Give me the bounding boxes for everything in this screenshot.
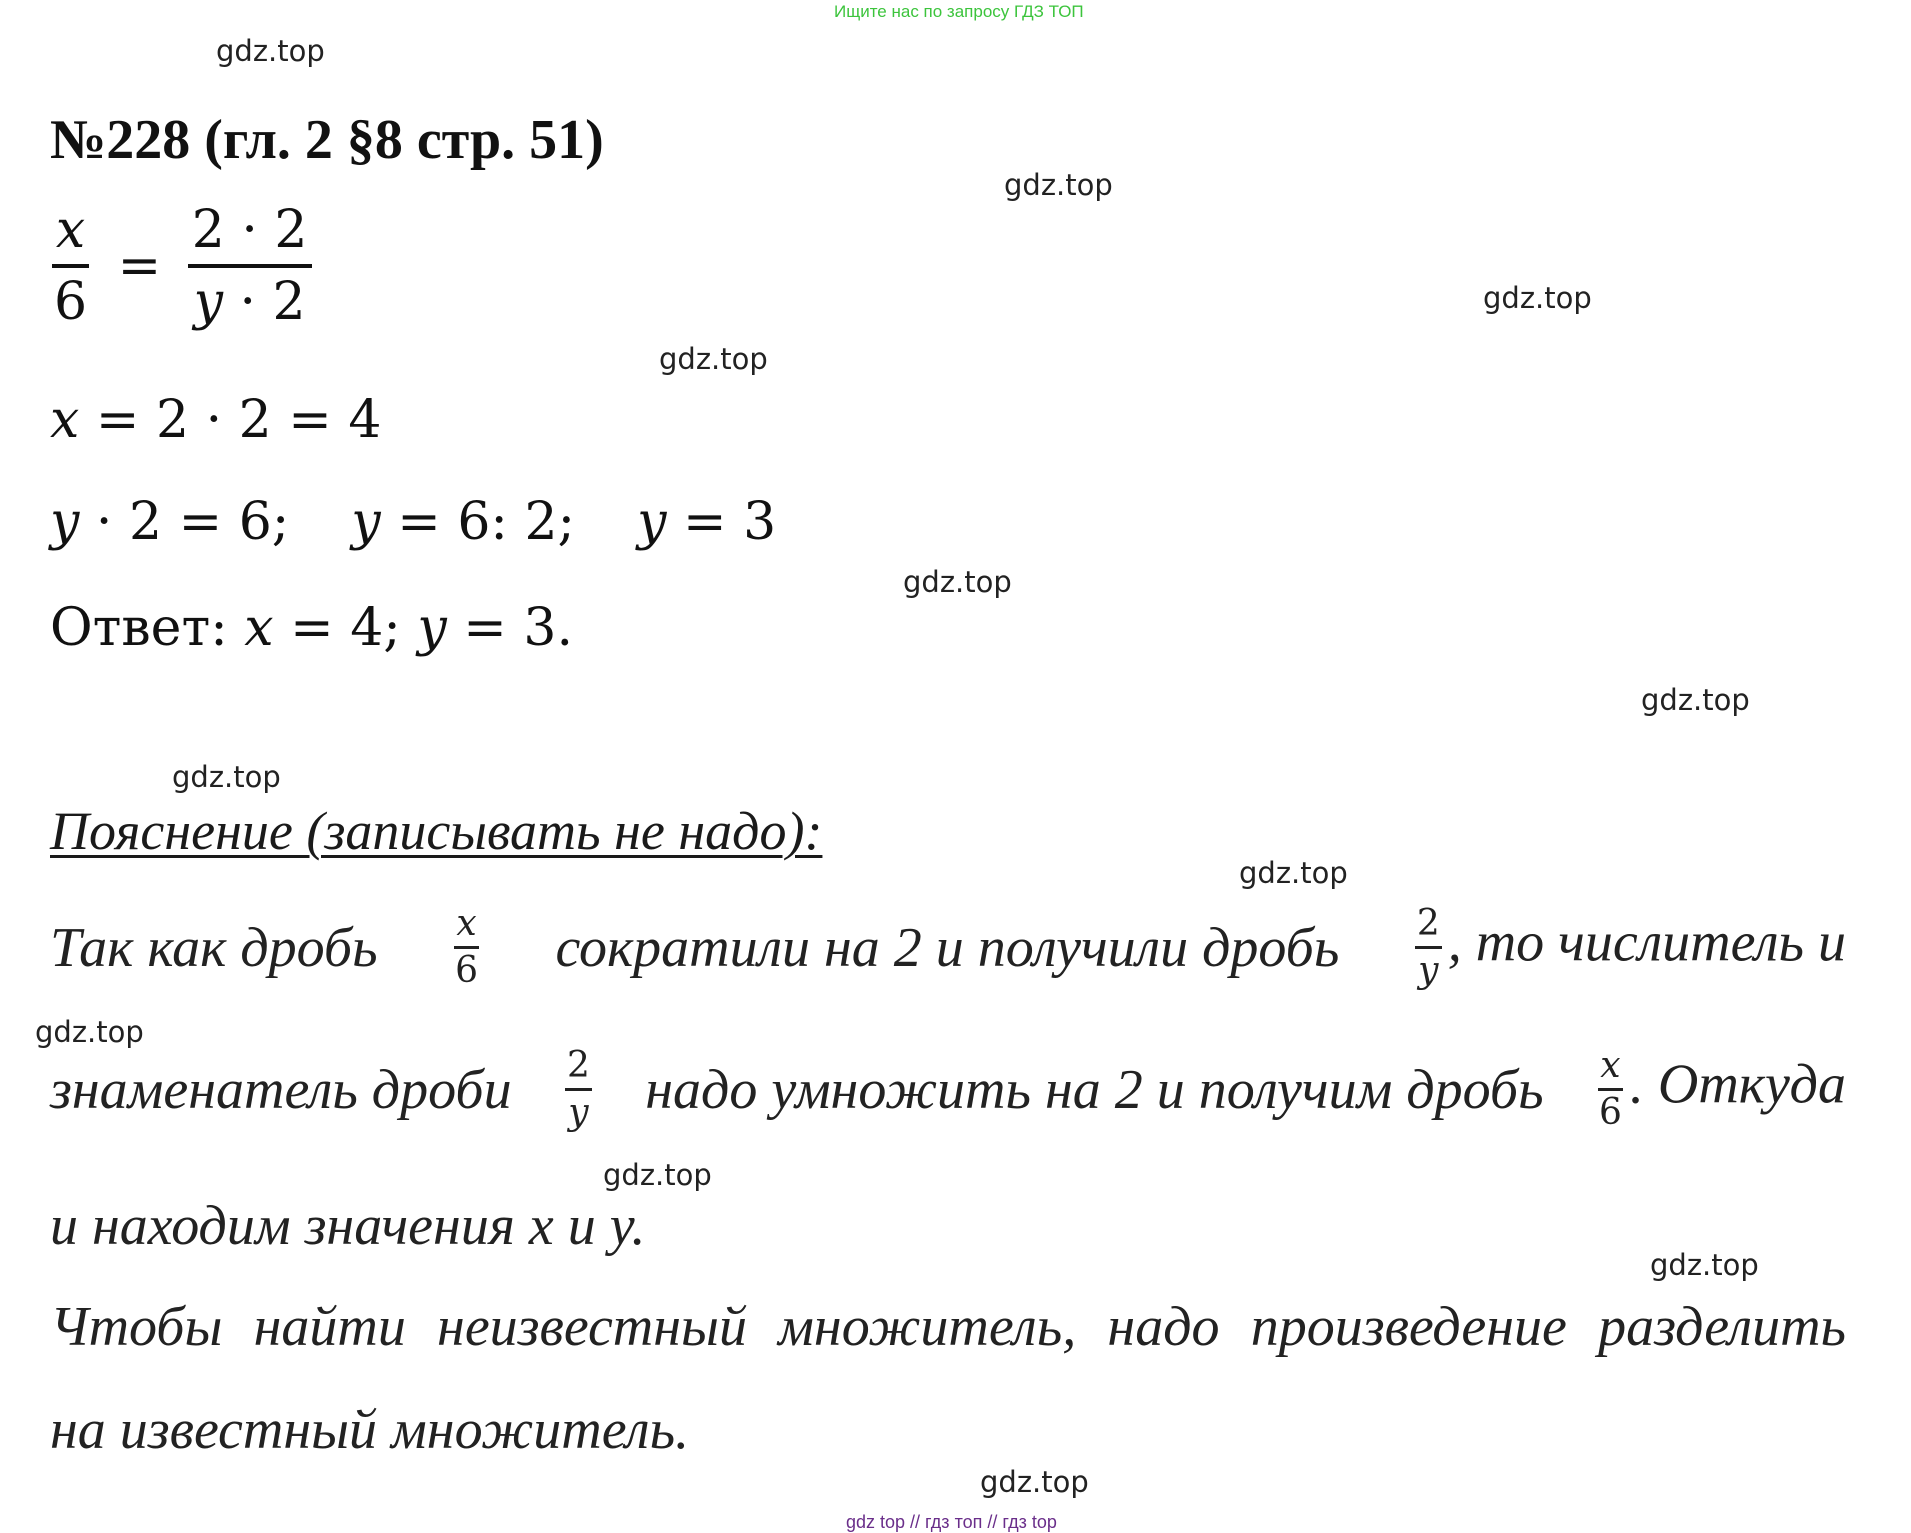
explanation-heading: Пояснение (записывать не надо): — [50, 801, 823, 861]
var-y: y — [568, 1092, 589, 1133]
explanation-text: . Откуда — [1629, 1053, 1846, 1116]
answer-label: Ответ: — [50, 598, 245, 658]
equation-x — [50, 390, 381, 450]
watermark: gdz.top — [172, 760, 281, 794]
var-y: y — [351, 492, 381, 552]
answer-line — [50, 598, 573, 658]
explanation-line-2 — [50, 1045, 1846, 1133]
watermark: gdz.top — [980, 1465, 1089, 1499]
watermark: gdz.top — [1239, 856, 1348, 890]
fraction-x-over-6 — [1597, 1045, 1624, 1133]
equation-y-part: = 3 — [666, 492, 777, 552]
explanation-text: , то числитель и — [1447, 911, 1846, 974]
watermark: gdz.top — [1004, 168, 1113, 202]
explanation-text: знаменатель дроби — [50, 1058, 512, 1121]
watermark: gdz.top — [1483, 281, 1592, 315]
equation-x-rest: = 2 · 2 = 4 — [79, 390, 382, 450]
watermark: gdz.top — [1650, 1248, 1759, 1282]
explanation-text: надо умножить на 2 и получим дробь — [645, 1058, 1544, 1121]
answer-part: = 3. — [446, 598, 573, 658]
explanation-line-1 — [50, 903, 1846, 991]
page-title: №228 (гл. 2 §8 стр. 51) — [50, 109, 604, 171]
denominator-rest: · 2 — [222, 272, 306, 332]
numerator: 2 · 2 — [188, 204, 312, 268]
watermark: gdz.top — [659, 342, 768, 376]
explanation-line-3: и находим значения x и y. — [50, 1195, 646, 1257]
denominator: 6 — [455, 950, 478, 991]
equation-y — [50, 492, 776, 552]
fraction-x-over-6 — [453, 903, 480, 991]
var-x: x — [50, 390, 80, 450]
var-y: y — [193, 272, 223, 332]
top-banner[interactable]: Ищите нас по запросу ГДЗ ТОП — [834, 2, 1084, 21]
fraction-product — [188, 200, 312, 332]
equation-y-part: · 2 = 6; — [79, 492, 290, 552]
denominator: 6 — [1598, 1092, 1622, 1133]
explanation-text: сократили на 2 и получили дробь — [555, 916, 1340, 979]
var-x: x — [456, 903, 477, 944]
equation-y-part: = 6: 2; — [380, 492, 576, 552]
explanation-line-5: на известный множитель. — [50, 1399, 690, 1461]
var-x: x — [55, 200, 86, 260]
var-x: x — [244, 598, 274, 658]
equation-fractions — [50, 200, 312, 332]
var-y: y — [50, 492, 80, 552]
equals-sign: = — [117, 236, 162, 296]
watermark: gdz.top — [903, 565, 1012, 599]
watermark: gdz.top — [1641, 683, 1750, 717]
var-y: y — [417, 598, 447, 658]
var-y: y — [1418, 950, 1439, 991]
var-x: x — [1600, 1045, 1621, 1086]
explanation-text: Так как дробь — [50, 916, 378, 979]
var-y: y — [637, 492, 667, 552]
denominator: 6 — [54, 272, 88, 332]
fraction-x-over-6 — [50, 200, 91, 332]
fraction-2-over-y — [565, 1045, 592, 1133]
numerator: 2 — [565, 1048, 592, 1091]
watermark: gdz.top — [603, 1158, 712, 1192]
footer-links[interactable]: gdz top // гдз топ // гдз top — [846, 1512, 1057, 1532]
fraction-2-over-y — [1415, 903, 1442, 991]
watermark: gdz.top — [35, 1015, 144, 1049]
explanation-line-4: Чтобы найти неизвестный множитель, надо произведение разделить — [50, 1296, 1846, 1358]
numerator: 2 — [1415, 906, 1442, 949]
answer-part: = 4; — [273, 598, 418, 658]
watermark: gdz.top — [216, 34, 325, 68]
